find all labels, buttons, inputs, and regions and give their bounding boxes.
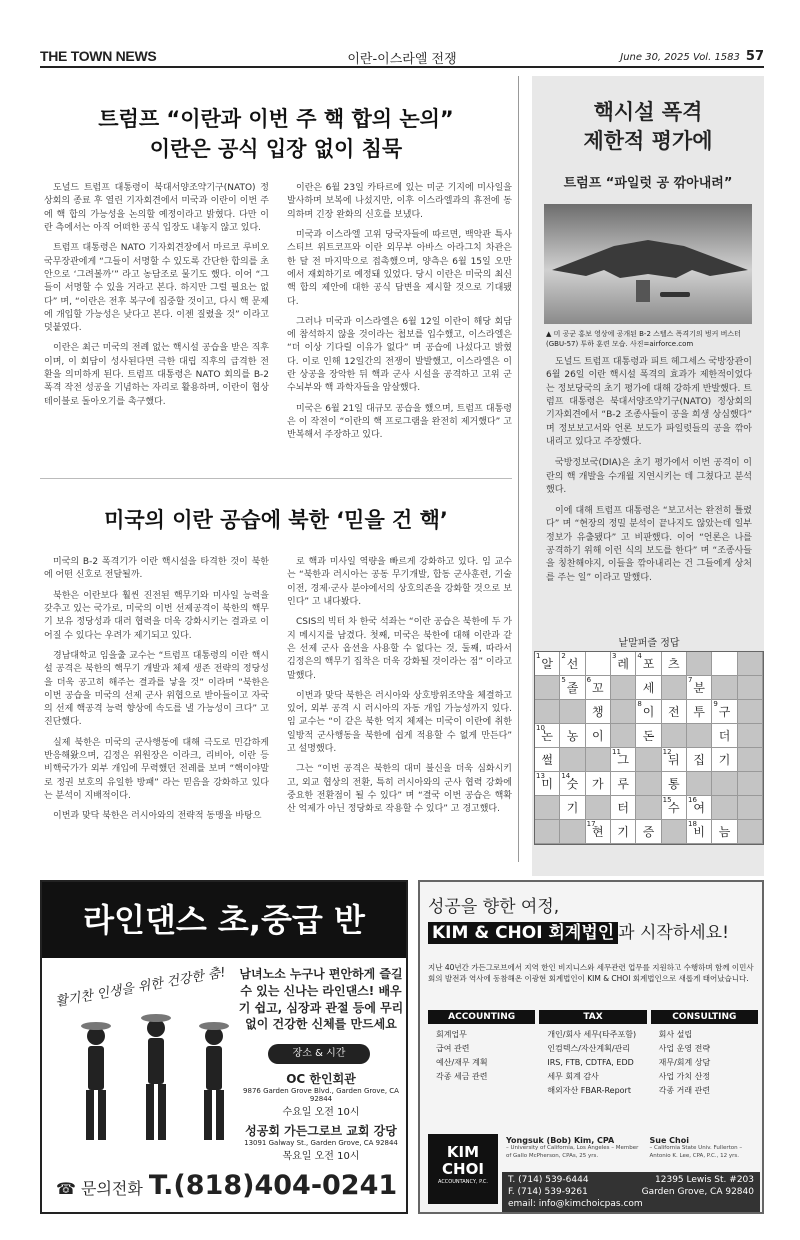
photo-caption: ▲ 미 공군 홍보 영상에 공개된 B-2 스텔스 폭격기의 벙커 버스터(GBU-57) 투하 훈련 모습. 사진=airforce.com <box>546 330 741 348</box>
answer-letter: 통 <box>668 777 680 791</box>
clue-number: 6 <box>586 676 592 684</box>
firm-name: KIM & CHOI 회계법인 <box>428 922 618 944</box>
answer-letter: 돈 <box>642 729 655 743</box>
clue-number: 17 <box>586 820 596 828</box>
answer-letter: 가 <box>592 777 604 791</box>
section-title: 이란-이스라엘 전쟁 <box>347 52 457 67</box>
issue-meta <box>620 49 764 64</box>
sidebar-headline-line1: 핵시설 폭격 <box>593 100 703 124</box>
line-dance-ad <box>40 880 408 1214</box>
puzzle-block <box>586 748 611 772</box>
line-dance-slogan: 활기찬 인생을 위한 건강한 춤! <box>54 965 227 1010</box>
paragraph: CSIS의 빅터 차 한국 석좌는 “이란 공습은 북한에 두 가지 메시지를 남겼다. 첫째, 미국은 북한에 대해 이란과 같은 선제 군사 옵션을 사용할 수 없다는 것, 둘째, 따라서 김정은의 핵무기 집착은 더욱 강화될 것이라는 점” 이라고 말했다. <box>287 617 512 681</box>
clue-number: 15 <box>662 796 672 804</box>
puzzle-cell <box>535 724 560 748</box>
puzzle-cell <box>636 700 661 724</box>
service-item: 인컴텍스/자산계획/관리 <box>547 1044 630 1053</box>
clue-number: 18 <box>688 820 697 828</box>
paragraph: 이에 대해 트럼프 대통령은 “보고서는 완전히 틀렸다” 며 “현장의 정밀 분석이 끝나지도 않았는데 일부 정보가 유출됐다” 고 비판했다. 이어 “언론은 나를 공격하기 위해 이런 식의 보도를 한다” 며 “조종사들을 칭찬해야지, 이들을 깎아내리는 건 그들에게 상처를 주는 일” 이라고 말했다. <box>546 506 752 583</box>
b2-bomber-illustration <box>544 204 752 324</box>
paragraph: 경남대학교 임을출 교수는 “트럼프 대통령의 이란 핵시설 공격은 북한의 핵무기 개발과 체제 생존 전략의 정당성을 더욱 공고히 해주는 결과를 낳을 것” 이라며 “북한은 이번 공습을 미국의 선제 군사 위협으로 받아들이고 자국의 선제 핵공격 능력 향상에 속도를 낼 가능성이 크다” 고 진단했다. <box>44 650 269 728</box>
puzzle-cell <box>687 748 712 772</box>
paragraph: 실제 북한은 미국의 군사행동에 대해 극도로 민감하게 반응해왔으며, 김정은 위원장은 이라크, 리비아, 이란 등 비핵국가가 외부 개입에 무력했던 전례를 보며 “핵이야말로 정권 보호의 유일한 방패” 라는 믿음을 강화하고 있다는 분석이 지배적이다. <box>44 737 269 801</box>
crossword-title: 낱말퍼즐 정답 <box>534 636 764 652</box>
answer-letter: 챙 <box>592 705 604 719</box>
staff-2-credentials: – California State Univ. Fullerton – Antonio K. Lee, CPA, P.C., 12 yrs. <box>649 1145 743 1159</box>
answer-letter: 구 <box>718 705 731 719</box>
puzzle-cell <box>662 796 687 820</box>
puzzle-cell <box>535 652 560 676</box>
puzzle-block <box>662 820 687 844</box>
article1-body <box>44 182 512 470</box>
article2-col1 <box>44 556 269 866</box>
paragraph: 그는 “이번 공격은 북한의 대미 불신을 더욱 심화시키고, 외교 협상의 전환, 특히 러시아와의 군사 협력 강화에 중요한 전환점이 될 수 있다” 며 “결국 이번 공습은 핵확산 억제가 아닌 정당화로 작용할 수 있다” 고 경고했다. <box>287 764 512 815</box>
crossword-grid <box>534 652 764 845</box>
puzzle-cell <box>586 724 611 748</box>
line-dance-pitch: 남녀노소 누구나 편안하게 즐길 수 있는 신나는 라인댄스! 배우기 쉽고, 심장과 관절 등에 무리없이 건강한 신체를 만드세요 <box>238 967 404 1032</box>
puzzle-block <box>636 772 661 796</box>
venue-1-name: OC 한인회관 <box>286 1072 356 1086</box>
section-divider <box>40 478 512 479</box>
puzzle-cell <box>586 820 611 844</box>
answer-letter: 미 <box>541 777 553 791</box>
puzzle-block <box>535 796 560 820</box>
answer-letter: 분 <box>693 681 705 695</box>
puzzle-cell <box>586 700 611 724</box>
puzzle-block <box>738 700 763 724</box>
puzzle-cell <box>586 676 611 700</box>
answer-letter: 숫 <box>566 777 579 791</box>
logo-line-1: KIM <box>446 1143 480 1161</box>
answer-letter: 이 <box>592 729 604 743</box>
puzzle-block <box>738 724 763 748</box>
answer-letter: 세 <box>642 681 655 695</box>
answer-letter: 기 <box>566 801 579 815</box>
puzzle-block <box>611 700 636 724</box>
puzzle-block <box>535 820 560 844</box>
puzzle-cell <box>535 772 560 796</box>
service-item: 예산/재무 계획 <box>436 1058 488 1067</box>
puzzle-cell <box>712 748 737 772</box>
puzzle-cell <box>712 700 737 724</box>
answer-letter: 포 <box>642 657 655 671</box>
kim-choi-ad <box>418 880 764 1214</box>
answer-letter: 농 <box>566 729 579 743</box>
venue-1 <box>238 1070 404 1118</box>
paragraph: 미국의 B-2 폭격기가 이란 핵시설을 타격한 것이 북한에 어떤 신호로 전달될까. <box>44 557 269 581</box>
answer-letter: 비 <box>693 825 705 839</box>
puzzle-cell <box>611 820 636 844</box>
clue-number: 3 <box>612 652 617 660</box>
puzzle-cell <box>687 820 712 844</box>
puzzle-block <box>738 676 763 700</box>
puzzle-cell <box>636 820 661 844</box>
puzzle-cell <box>611 748 636 772</box>
puzzle-cell <box>560 724 585 748</box>
paragraph: 이란은 최근 미국의 전례 없는 핵시설 공습을 받은 직후이며, 이 회담이 성사된다면 극한 대립 직후의 급격한 전환을 의미하게 된다. 트럼프 대통령은 NATO 회의를 B-2 폭격 작전 성공을 기념하는 자리로 활용하며, 이란이 협상 테이블로 돌아오기를 촉구했다. <box>44 343 269 407</box>
kim-choi-slogan-2 <box>428 918 729 943</box>
puzzle-cell <box>560 676 585 700</box>
service-item: 재무/회계 상담 <box>658 1058 711 1067</box>
puzzle-cell <box>712 724 737 748</box>
article1-headline-line2: 이란은 공식 입장 없이 침묵 <box>149 137 403 162</box>
venue-2 <box>238 1122 404 1162</box>
publication-name: THE TOWN NEWS <box>40 48 157 64</box>
service-list <box>539 1028 646 1098</box>
staff-2-name: Sue Choi <box>649 1136 689 1145</box>
answer-letter: 더 <box>718 729 731 743</box>
logo-subtext: ACCOUNTANCY, P.C. <box>437 1179 489 1185</box>
puzzle-block <box>712 796 737 820</box>
puzzle-cell <box>662 700 687 724</box>
address-line-2: Garden Grove, CA 92840 <box>641 1187 754 1198</box>
staff-list <box>506 1136 758 1160</box>
answer-letter: 터 <box>617 801 629 815</box>
service-item: 급여 관련 <box>436 1044 470 1053</box>
answer-letter: 루 <box>617 777 629 791</box>
answer-letter: 전 <box>668 705 680 719</box>
staff-2 <box>650 1136 758 1160</box>
answer-letter: 선 <box>566 657 579 671</box>
service-item: 각종 거래 관련 <box>658 1086 711 1095</box>
venue-2-address: 13091 Galway St., Garden Grove, CA 92844 <box>244 1139 398 1147</box>
venue-2-time: 목요일 오전 10시 <box>282 1151 360 1162</box>
tel: T. (714) 539-6444 <box>508 1175 589 1185</box>
answer-letter: 츠 <box>668 657 680 671</box>
clue-number: 13 <box>536 772 545 780</box>
column-divider <box>518 76 519 862</box>
paragraph: 트럼프 대통령은 NATO 기자회견장에서 마르코 루비오 국무장관에게 “그들이 서명할 수 있도록 간단한 합의를 초안으로 ‘그려볼까’” 라고 농담조로 물기도 했다. 이어 “그들이 서명할 수 있을 거라고 본다. 하지만 그럴 필요는 없다” 며, “이란은 전후 복구에 집중할 것이고, 다시 핵 문제에 개입할 가능성은 낮다고 본다. 이젠 질렸을 것” 이라고 덧붙였다. <box>44 243 269 334</box>
puzzle-block <box>560 700 585 724</box>
service-header: CONSULTING <box>651 1010 758 1024</box>
sidebar-subtitle: 트럼프 “파일럿 공 깎아내려” <box>563 176 733 191</box>
answer-letter: 증 <box>642 825 655 839</box>
puzzle-block <box>738 748 763 772</box>
answer-letter: 투 <box>693 705 705 719</box>
puzzle-cell <box>611 652 636 676</box>
answer-letter: 여 <box>693 801 705 815</box>
puzzle-block <box>636 748 661 772</box>
staff-1-name: Yongsuk (Bob) Kim, CPA <box>506 1136 615 1145</box>
answer-letter: 꼬 <box>592 681 604 695</box>
address-line-1: 12395 Lewis St. #203 <box>655 1175 754 1185</box>
answer-letter: 알 <box>541 657 553 671</box>
puzzle-cell <box>712 652 737 676</box>
venue-1-address: 9876 Garden Grove Blvd., Garden Grove, CA 92844 <box>243 1087 399 1103</box>
clue-number: 5 <box>561 676 566 684</box>
paragraph: 이란은 6월 23일 카타르에 있는 미군 기지에 미사일을 발사하며 보복에 나섰지만, 이후 이스라엘과의 휴전에 동의하며 긴장 완화의 신호를 보냈다. <box>287 183 512 220</box>
puzzle-cell <box>636 652 661 676</box>
service-item: 각종 세금 관련 <box>436 1072 488 1081</box>
paragraph: 국방정보국(DIA)은 초기 평가에서 이번 공격이 이란의 핵 개발을 수개월 지연시키는 데 그쳤다고 분석했다. <box>546 458 752 495</box>
puzzle-cell <box>712 820 737 844</box>
service-item: 회사 설립 <box>658 1030 693 1039</box>
puzzle-cell <box>636 724 661 748</box>
dancers-illustration <box>56 1006 256 1156</box>
service-item: 세무 회계 감사 <box>547 1072 599 1081</box>
puzzle-block <box>687 724 712 748</box>
paragraph: 이번과 맞닥 북한은 러시아와의 전략적 동맹을 바탕으 <box>53 811 262 822</box>
service-header: TAX <box>539 1010 646 1024</box>
phone-label: ☎ 문의전화 <box>56 1179 143 1198</box>
answer-letter: 이 <box>642 705 655 719</box>
clue-number: 14 <box>561 772 571 780</box>
article1-headline <box>40 104 512 165</box>
article1-headline-line1: 트럼프 “이란과 이번 주 핵 합의 논의” <box>98 107 454 131</box>
email: email: info@kimchoicpas.com <box>508 1199 643 1210</box>
line-dance-title: 라인댄스 초,중급 반 <box>42 882 406 958</box>
services-table <box>428 1010 758 1098</box>
service-item: 회계업무 <box>436 1030 467 1039</box>
logo-line-2: CHOI <box>442 1159 484 1178</box>
sidebar-headline <box>532 98 764 157</box>
puzzle-cell <box>611 772 636 796</box>
article1-col2 <box>287 182 512 470</box>
phone-number: T.(818)404-0241 <box>148 1170 398 1201</box>
puzzle-block <box>712 772 737 796</box>
puzzle-block <box>535 676 560 700</box>
answer-letter: 기 <box>617 825 629 839</box>
puzzle-block <box>738 772 763 796</box>
puzzle-cell <box>662 652 687 676</box>
clue-number: 8 <box>637 700 642 708</box>
clue-number: 16 <box>688 796 697 804</box>
paragraph: 도널드 트럼프 대통령과 피트 헤그세스 국방장관이 6월 26일 이란 핵시설 폭격의 효과가 제한적이었다는 정보당국의 초기 평가에 대해 강하게 반발했다. 트럼프 대통령은 북대서양조약기구(NATO) 정상회의 기자회견에서 “B-2 조종사들이 공을 희생 상심했다” 며 정보보고서와 언론 보도가 파일럿들의 공을 깎아내리고 있다고 주장했다. <box>546 357 752 447</box>
answer-letter: 늠 <box>718 825 731 839</box>
puzzle-block <box>560 820 585 844</box>
answer-letter: 현 <box>592 825 604 839</box>
answer-letter: 기 <box>718 753 731 767</box>
clue-number: 12 <box>662 748 672 756</box>
answer-letter: 레 <box>617 657 629 671</box>
article2-col2 <box>287 556 512 866</box>
clue-number: 10 <box>536 724 545 732</box>
sidebar-headline-line2: 제한적 평가에 <box>583 129 713 154</box>
slogan-tail: 과 시작하세요! <box>618 923 729 943</box>
line-dance-phone <box>56 1170 397 1201</box>
answer-letter: 썰 <box>541 753 553 767</box>
puzzle-cell <box>687 676 712 700</box>
paragraph: 북한은 이란보다 훨씬 진전된 핵무기와 미사일 능력을 갖추고 있는 국가로, 미국의 이번 선제공격이 북한의 핵무기 보유 정당성과 대러 협력을 더욱 강화시키는 결과로 이어질 수 있다는 우려가 제기되고 있다. <box>44 590 269 641</box>
service-item: 사업 운영 전략 <box>658 1044 711 1053</box>
clue-number: 4 <box>637 652 642 660</box>
kim-choi-intro: 지난 40년간 가든그로브에서 지역 한인 비지니스와 세무관련 업무를 지원하고 수행하며 함께 이민사회의 발전과 역사에 동참해온 이광현 회계법인이 KIM & CHOI 회계법인으로 새롭게 태어났습니다. <box>428 963 754 984</box>
puzzle-cell <box>560 796 585 820</box>
puzzle-block <box>636 796 661 820</box>
clue-number: 2 <box>561 652 566 660</box>
puzzle-block <box>611 676 636 700</box>
puzzle-block <box>738 796 763 820</box>
puzzle-block <box>738 820 763 844</box>
puzzle-cell <box>611 796 636 820</box>
answer-letter: 논 <box>541 729 553 743</box>
kim-choi-slogan-1: 성공을 향한 여정, <box>428 897 560 917</box>
puzzle-block <box>662 676 687 700</box>
paragraph: 미국과 이스라엘 고위 당국자들에 따르면, 백악관 특사 스티브 위트코프와 이란 외무부 아바스 아라그치 차관은 한 달 전 마지막으로 접촉했으며, 양측은 6월 15일 오만에서 재회하기로 예정돼 있었다. 당시 이란은 미국의 최신 핵 합의 제안에 대한 공식 답변을 제시할 것으로 기대됐다. <box>287 229 512 307</box>
page-header <box>40 46 764 68</box>
paragraph: 도널드 트럼프 대통령이 북대서양조약기구(NATO) 정상회의 종료 후 열린 기자회견에서 미국과 이란이 이번 주에 핵 합의 가능성을 논의할 예정이라고 밝혔다. 다만 이란 측에서는 아직 어떠한 공식 입장도 내놓지 않고 있다. <box>44 183 269 233</box>
fax: F. (714) 539-9261 <box>508 1187 588 1198</box>
sidebar-body <box>546 356 752 593</box>
article1-col1 <box>44 182 269 470</box>
puzzle-cell <box>662 748 687 772</box>
bomber-photo <box>544 204 752 324</box>
article2-body <box>44 556 512 866</box>
service-item: IRS, FTB, CDTFA, EDD <box>547 1058 634 1067</box>
service-item: 해외자산 FBAR-Report <box>547 1086 631 1095</box>
page-number: 57 <box>745 49 764 64</box>
service-item: 개인/회사 세무(타주포함) <box>547 1030 637 1039</box>
clue-number: 11 <box>612 748 621 756</box>
clue-number: 7 <box>688 676 693 684</box>
issue-date: June 30, 2025 <box>620 52 690 63</box>
paragraph: 로 핵과 미사일 역량을 빠르게 강화하고 있다. 임 교수는 “북한과 러시아는 공동 무기개발, 합동 군사훈련, 기술이전, 경제·군사 분야에서의 상호의존을 강화할 것으로 보인다” 고 내다봤다. <box>287 557 512 607</box>
clue-number: 1 <box>536 652 541 660</box>
answer-letter: 수 <box>668 801 680 815</box>
clue-number: 9 <box>713 700 718 708</box>
answer-letter: 졸 <box>566 681 579 695</box>
paragraph: 그러나 미국과 이스라엘은 6월 12일 이란이 해당 회담에 참석하지 않을 것이라는 첩보를 입수했고, 이스라엘은 “더 이상 기다릴 이유가 없다” 며 공습에 나섰다고 밝혔다. 이로 인해 12일간의 전쟁이 발발했고, 이스라엘은 이란 상공을 장악한 뒤 핵과 군사 시설을 공격하고 고위 군 수뇌부와 핵 과학자들을 암살했다. <box>287 316 512 394</box>
kim-choi-contact <box>502 1172 760 1212</box>
paragraph: 미국은 6월 21일 대규모 공습을 했으며, 트럼프 대통령은 이 작전이 “이란의 핵 프로그램을 완전히 제거했다” 고 반복해서 주장하고 있다. <box>287 403 512 441</box>
service-list <box>651 1028 758 1098</box>
issue-volume: Vol. 1583 <box>692 52 740 63</box>
service-header: ACCOUNTING <box>428 1010 535 1024</box>
article2-headline: 미국의 이란 공습에 북한 ‘믿을 건 핵’ <box>104 508 448 532</box>
answer-letter: 그 <box>617 753 629 767</box>
service-list <box>428 1028 535 1098</box>
kim-choi-logo <box>428 1134 498 1204</box>
staff-1-credentials: – University of California, Los Angeles – Member of Gallo McPherson, CPAs, 25 yrs. <box>506 1145 639 1159</box>
answer-letter: 뒤 <box>668 753 680 767</box>
service-item: 사업 가치 산정 <box>658 1072 711 1081</box>
paragraph: 이번과 맞닥 북한은 러시아와 상호방위조약을 체결하고 있어, 외부 공격 시 러시아의 자동 개입 가능성까지 있다. 임 교수는 “이 같은 북한 억지 체제는 미국이 이란에 취한 일방적 군사행동을 북한에 쉽게 적용할 수 없게 만든다” 고 설명했다. <box>287 690 512 755</box>
place-time-label: 장소 & 시간 <box>268 1044 370 1064</box>
puzzle-cell <box>560 772 585 796</box>
venue-2-name: 성공회 가든그로브 교회 강당 <box>245 1124 397 1138</box>
puzzle-block <box>738 652 763 676</box>
answer-letter: 집 <box>693 753 705 767</box>
staff-1 <box>506 1136 640 1160</box>
puzzle-cell <box>687 700 712 724</box>
puzzle-cell <box>586 772 611 796</box>
venue-1-time: 수요일 오전 10시 <box>282 1107 360 1118</box>
crossword-answers <box>534 636 764 845</box>
